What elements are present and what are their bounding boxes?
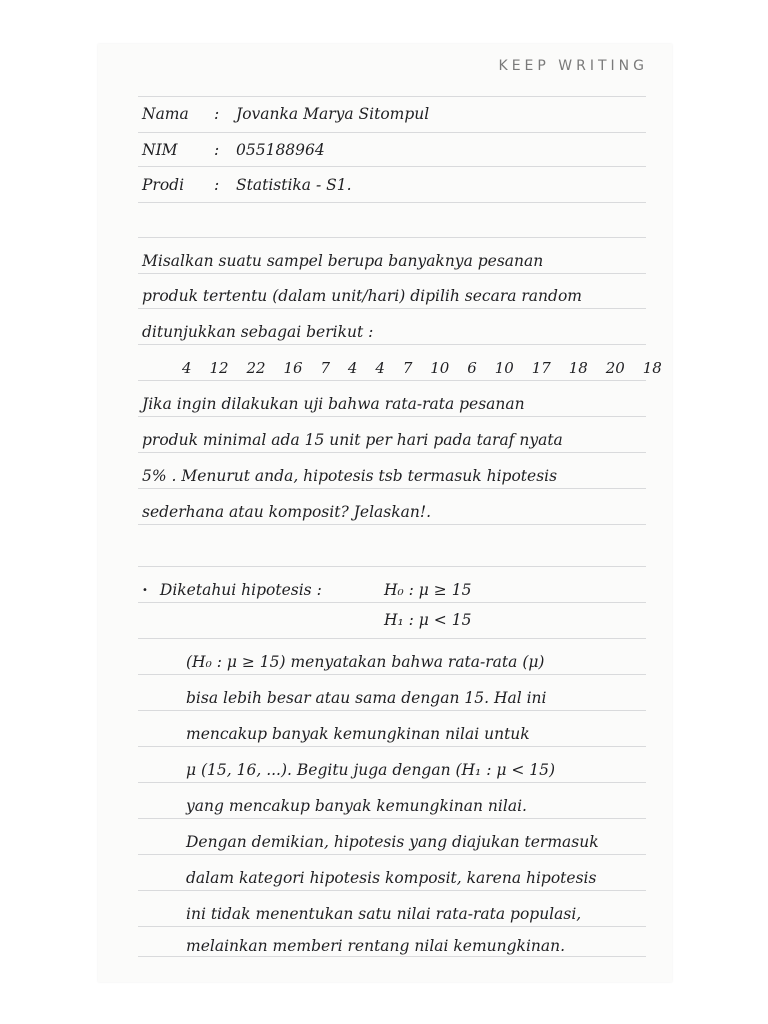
sample-value: 18	[568, 359, 588, 377]
ruled-line	[138, 956, 646, 957]
ruled-line	[138, 308, 646, 309]
ruled-line	[138, 202, 646, 203]
ruled-line	[138, 746, 646, 747]
ruled-line	[138, 566, 646, 567]
ruled-line	[138, 854, 646, 855]
sample-value: 22	[246, 359, 266, 377]
question-line: produk tertentu (dalam unit/hari) dipilih secara random	[142, 287, 582, 305]
question-line: Jika ingin dilakukan uji bahwa rata-rata pesanan	[142, 395, 525, 413]
ruled-line	[138, 818, 646, 819]
hypothesis-h1: H₁ : μ < 15	[384, 611, 472, 629]
sample-value: 6	[467, 359, 477, 377]
answer-line: melainkan memberi rentang nilai kemungkinan.	[186, 937, 566, 955]
ruled-line	[138, 602, 646, 603]
identity-label: Nama	[142, 105, 189, 123]
sample-value: 4	[182, 359, 192, 377]
ruled-line	[138, 488, 646, 489]
answer-line: (H₀ : μ ≥ 15) menyatakan bahwa rata-rata (μ)	[186, 653, 545, 671]
identity-row-nama: Nama : Jovanka Marya Sitompul	[142, 105, 430, 123]
ruled-line	[138, 926, 646, 927]
answer-line: Dengan demikian, hipotesis yang diajukan termasuk	[186, 833, 599, 851]
identity-row-prodi: Prodi : Statistika - S1.	[142, 176, 352, 194]
sample-value: 17	[531, 359, 551, 377]
ruled-line	[138, 452, 646, 453]
question-line: 5% . Menurut anda, hipotesis tsb termasuk hipotesis	[142, 467, 558, 485]
sample-value: 20	[605, 359, 625, 377]
ruled-line	[138, 237, 646, 238]
answer-intro: • Diketahui hipotesis :	[142, 581, 322, 599]
ruled-line	[138, 132, 646, 133]
hypothesis-h0: H₀ : μ ≥ 15	[384, 581, 472, 599]
identity-value: 055188964	[236, 141, 325, 159]
ruled-line	[138, 380, 646, 381]
ruled-line	[138, 96, 646, 97]
sample-value: 4	[375, 359, 385, 377]
brand-header: KEEP WRITING	[498, 58, 648, 74]
ruled-line	[138, 674, 646, 675]
question-line: produk minimal ada 15 unit per hari pada taraf nyata	[142, 431, 563, 449]
identity-label: Prodi	[142, 176, 185, 194]
answer-line: mencakup banyak kemungkinan nilai untuk	[186, 725, 530, 743]
identity-value: Jovanka Marya Sitompul	[236, 105, 430, 123]
identity-row-nim: NIM : 055188964	[142, 141, 325, 159]
ruled-line	[138, 416, 646, 417]
sample-value: 12	[209, 359, 229, 377]
ruled-line	[138, 890, 646, 891]
sample-value: 7	[320, 359, 330, 377]
ruled-line	[138, 273, 646, 274]
sample-value: 10	[430, 359, 450, 377]
ruled-line	[138, 710, 646, 711]
identity-value: Statistika - S1.	[236, 176, 352, 194]
answer-line: μ (15, 16, ...). Begitu juga dengan (H₁ : μ < 15)	[186, 761, 556, 779]
answer-line: bisa lebih besar atau sama dengan 15. Hal ini	[186, 689, 547, 707]
sample-value: 18	[642, 359, 662, 377]
sample-value: 4	[347, 359, 358, 377]
sample-value: 16	[283, 359, 303, 377]
ruled-line	[138, 638, 646, 639]
question-line: sederhana atau komposit? Jelaskan!.	[142, 503, 431, 521]
bullet-icon: •	[142, 585, 148, 596]
answer-line: yang mencakup banyak kemungkinan nilai.	[186, 797, 527, 815]
ruled-line	[138, 782, 646, 783]
answer-line: ini tidak menentukan satu nilai rata-rata populasi,	[186, 905, 582, 923]
ruled-line	[138, 166, 646, 167]
notebook-page	[98, 44, 672, 982]
identity-label: NIM	[142, 141, 178, 159]
ruled-line	[138, 344, 646, 345]
sample-numbers	[182, 358, 662, 378]
sample-value: 10	[494, 359, 514, 377]
question-line: Misalkan suatu sampel berupa banyaknya pesanan	[142, 252, 544, 270]
ruled-line	[138, 524, 646, 525]
question-line: ditunjukkan sebagai berikut :	[142, 323, 374, 341]
answer-line: dalam kategori hipotesis komposit, karena hipotesis	[186, 869, 597, 887]
sample-value: 7	[402, 359, 413, 377]
